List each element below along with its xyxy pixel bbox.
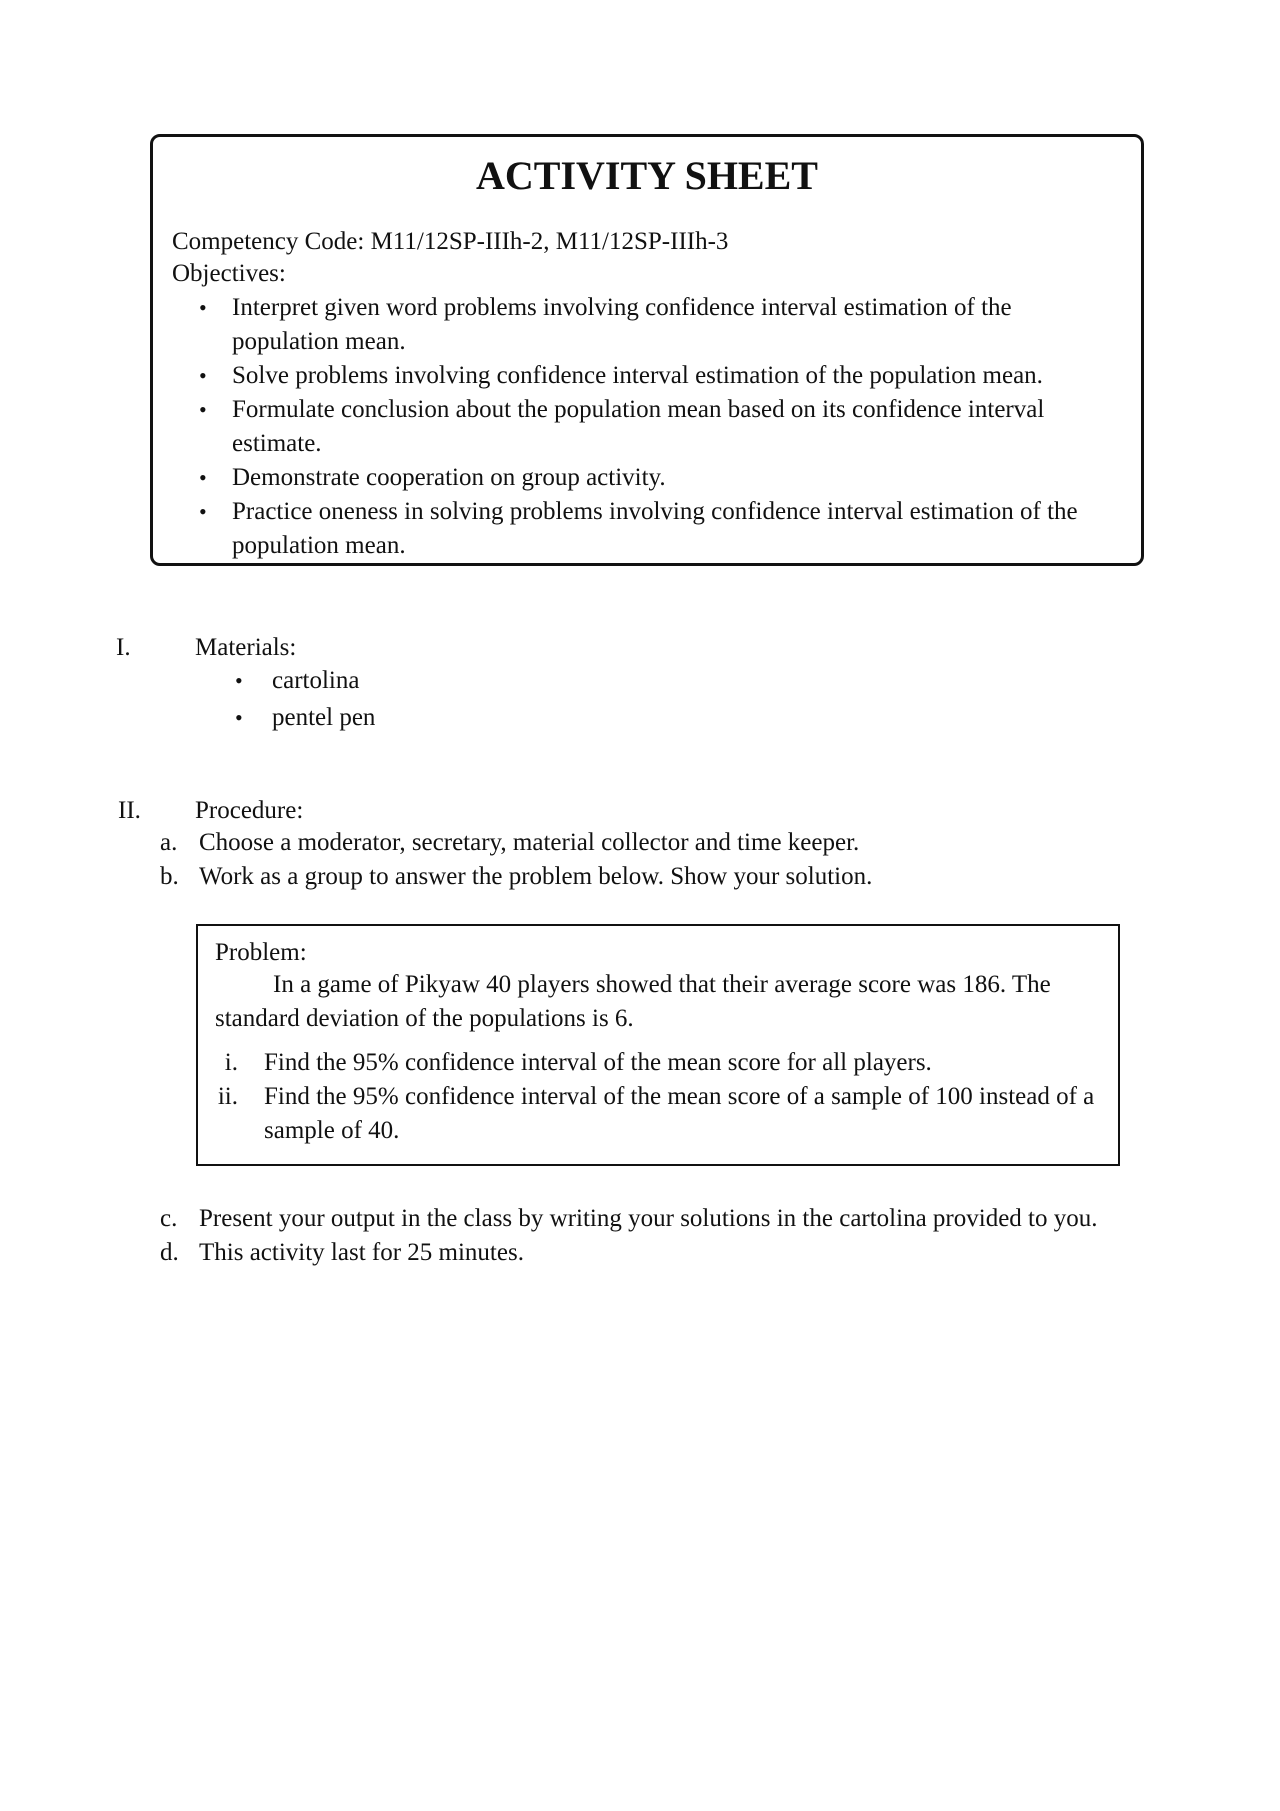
section-numeral: II. <box>118 797 141 824</box>
step-text: Choose a moderator, secretary, material collector and time keeper. <box>199 829 860 856</box>
materials-list <box>0 664 375 738</box>
procedure-steps-cd <box>0 1202 1099 1270</box>
objective-text: Solve problems involving confidence interval estimation of the population mean. <box>232 362 1043 389</box>
step-text: This activity last for 25 minutes. <box>199 1239 524 1266</box>
materials-heading: Materials: <box>195 634 297 661</box>
step-text: Work as a group to answer the problem below. Show your solution. <box>199 863 873 890</box>
material-item <box>0 701 375 738</box>
bullet-icon: • <box>199 465 207 490</box>
problem-statement: In a game of Pikyaw 40 players showed that their average score was 186. The standard deviation of the populations is 6. <box>215 971 1051 1032</box>
objective-item <box>153 393 1141 461</box>
bullet-icon: • <box>199 499 207 524</box>
procedure-heading: Procedure: <box>195 797 304 824</box>
procedure-step <box>0 1236 1099 1270</box>
objective-text: Demonstrate cooperation on group activity. <box>232 464 666 491</box>
step-letter: c. <box>160 1205 178 1232</box>
objective-item <box>153 461 1141 495</box>
objectives-list <box>153 291 1141 563</box>
procedure-steps-ab <box>0 826 1099 894</box>
objective-text: Formulate conclusion about the population mean based on its confidence interval estimate. <box>232 396 1045 457</box>
step-letter: a. <box>160 829 178 856</box>
procedure-step <box>0 826 1099 860</box>
bullet-icon: • <box>235 705 243 730</box>
header-box <box>150 134 1144 566</box>
objective-item <box>153 291 1141 359</box>
material-text: pentel pen <box>272 704 376 731</box>
problem-questions <box>198 1046 1118 1148</box>
objectives-label: Objectives: <box>172 260 286 287</box>
problem-question <box>198 1046 1118 1080</box>
objective-item <box>153 359 1141 393</box>
problem-box <box>196 924 1120 1166</box>
bullet-icon: • <box>235 668 243 693</box>
section-numeral: I. <box>116 634 131 661</box>
objective-text: Interpret given word problems involving confidence interval estimation of the population mean. <box>232 294 1012 355</box>
page-title: ACTIVITY SHEET <box>476 153 818 198</box>
objective-item <box>153 495 1141 563</box>
question-text: Find the 95% confidence interval of the mean score of a sample of 100 instead of a sample of 40. <box>264 1083 1095 1144</box>
question-number: ii. <box>217 1083 238 1110</box>
step-text: Present your output in the class by writing your solutions in the cartolina provided to you. <box>199 1205 1098 1232</box>
bullet-icon: • <box>199 363 207 388</box>
objective-text: Practice oneness in solving problems involving confidence interval estimation of the population mean. <box>232 498 1078 559</box>
step-letter: b. <box>160 863 179 890</box>
material-text: cartolina <box>272 667 360 694</box>
problem-question <box>198 1080 1118 1148</box>
question-number: i. <box>224 1049 238 1076</box>
step-letter: d. <box>160 1239 179 1266</box>
procedure-step <box>0 1202 1099 1236</box>
bullet-icon: • <box>199 397 207 422</box>
question-text: Find the 95% confidence interval of the mean score for all players. <box>264 1049 932 1076</box>
bullet-icon: • <box>199 295 207 320</box>
problem-heading: Problem: <box>215 939 307 966</box>
competency-code: Competency Code: M11/12SP-IIIh-2, M11/12SP-IIIh-3 <box>172 228 729 255</box>
material-item <box>0 664 375 701</box>
procedure-step <box>0 860 1099 894</box>
